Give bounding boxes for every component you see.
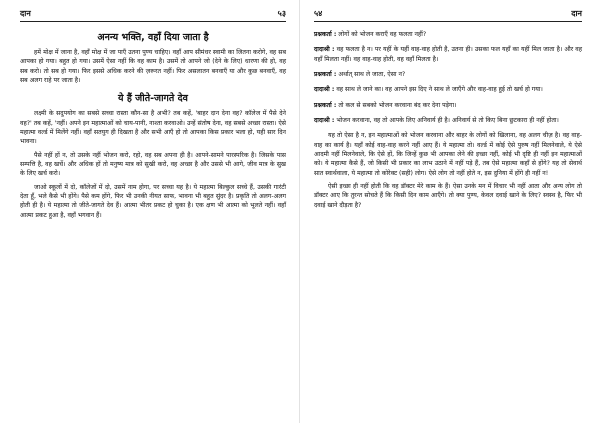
section-heading: अनन्य भक्ति, वहाँ दिया जाता है	[97, 32, 209, 43]
paragraph: पैसे नहीं हों न, तो उसके नहीं भोजन करो, रहो, वह सब अपना ही है। आपने-सामने पारस्परिक है। जिसके पास सम्पत्ति है, वह खर्चे। और अधिक हों तो मनुष्य मात्र को सुखी करो, वह अच्छा है और उससे भी आगे, जीव मात्र के सुख के लिए खर्च करो।	[20, 151, 286, 178]
right-page	[300, 0, 600, 423]
dialogue-text: भोजन करवाना, वह तो आपके लिए अनिवार्य ही है। अनिवार्य से तो किए बिना छुटकारा ही नहीं होता।	[336, 117, 559, 125]
page-number: ५४	[314, 9, 323, 18]
dialogue-line	[314, 116, 582, 125]
dialogue-text: वह फलता है न। पर यहीं के यहीं वाह-वाह होती है, उतना ही। उसका फल यहाँ का यहीं मिल जाता है। और वह वहाँ मिलता नहीं। वह वाह-वाह होती, वह वहाँ मिलता है।	[314, 46, 583, 63]
paragraph: यह तो ऐसा है न, इन महात्माओं को भोजन करवाना और बाहर के लोगों को खिलाना, वह अलग चीज़ है। वह वाह-वाह का कार्य है। यहाँ कोई वाह-वाह करने नहीं आए हैं। ये महात्मा तो। वर्ल्ड में कोई ऐसे पुरुष नहीं मिलनेवाले, ये ऐसे आदमी नहीं मिलनेवाले, कि ऐसे हों, कि जिन्हें कुछ भी आपका लेने की इच्छा नहीं, कोई भी दृष्टि ही नहीं इन महात्माओं को। ये महात्मा कैसे हैं, जो किसी भी प्रकार का लाभ उठाने में नहीं पड़े हैं, तब ऐसे महात्मा कहाँ से होंगे? यह तो सेवार्थ सात स्वार्थवाला, ये महात्मा तो कोरेक्ट (सही) लोग। ऐसे लोग तो नहीं होते न, इस दुनिया में होंगे ही नहीं न!	[314, 132, 582, 177]
page-number: ५३	[277, 9, 286, 18]
right-page-header	[314, 8, 582, 22]
dialogue-line	[314, 70, 582, 79]
dialogue-line	[314, 45, 582, 64]
dialogue-text: लोगों को भोजन कराएँ वह फलता नहीं?	[338, 31, 427, 38]
paragraph: हमें मोक्ष में जाना है, वहाँ मोक्ष में जा पाएँ उतना पुण्य चाहिए। वहाँ आप सीमंधर स्वामी का जितना करोगे, वह सब आपका हो गया। बहुत हो गया। उसमें ऐसा नहीं कि वह काम है। उसमें तो आपने जो (देने के लिए) धारणा की हो, वह सब करो। तो सब हो गया। फिर इससे अधिक करने की ज़रूरत नहीं। फिर असलातन बनवाएँ या और कुछ बनवाएँ, वह सब अलग राहे पर जाता है।	[20, 49, 286, 85]
dialogue-text: अर्थात् साथ ले जाता, ऐसा न?	[338, 71, 406, 79]
left-page-header	[20, 8, 286, 22]
section-heading: ये हैं जीते-जागते देव	[118, 93, 188, 105]
speaker-label: दादाश्री :	[314, 117, 335, 125]
speaker-label: प्रश्नकर्ता :	[314, 101, 337, 109]
speaker-label: प्रश्नकर्ता :	[314, 71, 337, 79]
running-title: दान	[20, 9, 31, 18]
speaker-label: प्रश्नकर्ता :	[314, 31, 337, 38]
dialogue-text: तो कल से सबको भोजन करवाना बंद कर देना पड़ेगा।	[338, 101, 457, 109]
dialogue-line	[314, 30, 582, 39]
dialogue-text: वह साथ ले जाने का। वह आपने इस दिए ने साथ ले जाएँगे और वाह-वाह हुई तो खर्च हो गया।	[336, 86, 543, 94]
paragraph: ऐसी इच्छा ही नहीं होती कि वह डॉक्टर मेरे काम के हैं। ऐसा उनके मन में विचार भी नहीं आता और अन्य लोग तो डॉक्टर आए कि तुरन्त सोचते हैं कि किसी दिन काम आएँगे। तो क्या पुण्य, केवल दवाई खाने के लिए? स्वस्थ है, फिर भी दवाई खाने दौड़ता है?	[314, 183, 582, 209]
speaker-label: दादाश्री :	[314, 86, 335, 94]
dialogue-line	[314, 85, 582, 94]
running-title: दान	[571, 9, 582, 18]
paragraph: जाओ स्कूलों में दो, कॉलेजों में दो, उसमें नाम होगा, पर सच्चा यह है। ये महात्मा बिल्कुल सच्चे हैं, उसकी गारंटी देता हूँ, भले कैसे भी होंगे। पैसे कम होंगे, फिर भी उनकी नीयत साफ, भावना भी बहुत सुंदर है। प्रकृति तो अलग-अलग होती ही है। ये महात्मा तो जीते-जागते देव हैं। आत्मा भीतर प्रकट हो चुका है। एक क्षण भी आत्मा को भूलते नहीं। वहाँ आत्मा प्रकट हुआ है, वहाँ भगवान हैं।	[20, 183, 286, 219]
dialogue-line	[314, 101, 582, 110]
paragraph: लक्ष्मी के सदुपयोग का सबसे सच्चा रास्ता कौन-सा है अभी? तब कहें, 'बाहर दान देना वह? कॉलेज में पैसे देने वह?' तब कहें, 'नहीं। अपने इन महात्माओं को चाय-पानी, नाश्ता करवाओ। उन्हें संतोष देना, वह सबसे अच्छा रास्ता। ऐसे महात्मा वर्ल्ड में मिलेंगे नहीं। वहाँ सतयुग ही दिखता है और सभी आएँ हो तो आपका किस प्रकार भला हो, यही सार दिन भावना।	[20, 110, 286, 146]
speaker-label: दादाश्री :	[314, 46, 335, 54]
